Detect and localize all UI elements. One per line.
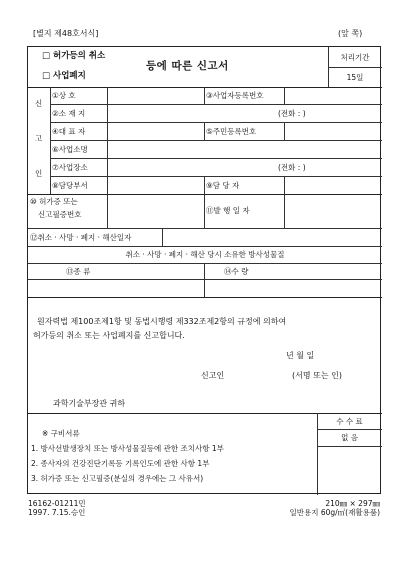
- option-permit-cancel[interactable]: □ 허가등의 취소: [42, 51, 106, 61]
- applicant-side-char-3: 인: [35, 169, 43, 178]
- attachments-heading: ※ 구비서류: [42, 429, 80, 438]
- applicant-side-char-1: 신: [35, 99, 43, 108]
- biz-location-label: ⑦사업장소: [52, 163, 88, 172]
- applicant-side-char-2: 고: [35, 134, 43, 143]
- paper-size: 210㎜ × 297㎜: [325, 499, 380, 508]
- address-phone: (전화 : ): [278, 109, 306, 118]
- issue-date-label: ⑪발 행 일 자: [206, 206, 250, 215]
- page-side: (앞 쪽): [338, 29, 363, 38]
- permit-no-label-line2: 신고필증번호: [38, 210, 82, 219]
- location-phone: (전화 : ): [278, 163, 306, 172]
- form-title: 등에 따른 신고서: [146, 60, 229, 72]
- report-date: 년 월 일: [286, 351, 315, 360]
- materials-heading: 취소 · 사망 · 폐지 · 해산 당시 소유한 방사성물질: [125, 250, 285, 259]
- option-business-closure[interactable]: □ 사업폐지: [42, 71, 86, 81]
- paper-spec: 일반용지 60g/㎡(재활용품): [289, 508, 380, 517]
- resident-no-label: ⑤주민등록번호: [206, 127, 257, 136]
- department-label: ⑧담당부서: [52, 181, 88, 190]
- processing-period-label: 처리기간: [340, 53, 370, 62]
- attachment-item-2: 2. 종사자의 건강진단기록등 기록인도에 관한 사항 1부: [31, 459, 210, 468]
- manager-label: ⑨담 당 자: [206, 181, 240, 190]
- address-label: ②소 재 지: [52, 109, 86, 118]
- quantity-column-header: ⑭수 량: [224, 267, 249, 276]
- kind-column-header: ⑬종 류: [66, 267, 91, 276]
- form-number: [별지 제48호서식]: [33, 29, 99, 38]
- representative-label: ④대 표 자: [52, 127, 86, 136]
- recipient: 과학기술부장관 귀하: [53, 399, 126, 408]
- attachment-item-3: 3. 허가증 또는 신고필증(분실의 경우에는 그 사유서): [31, 474, 204, 483]
- attachment-item-1: 1. 방사선발생장치 또는 방사성물질등에 관한 조치사항 1부: [31, 444, 224, 453]
- biz-location-name-label: ⑥사업소명: [52, 145, 88, 154]
- statement-line2: 허가등의 취소 또는 사업폐지를 신고합니다.: [33, 331, 185, 340]
- approval-date: 1997. 7.15.승인: [28, 508, 86, 517]
- fee-label: 수 수 료: [336, 417, 363, 426]
- signer-label: 신고인: [201, 371, 225, 380]
- permit-no-label-line1: ⑩ 허가증 또는: [30, 197, 78, 206]
- statement-line1: 원자력법 제100조제1항 및 동법시행령 제332조제2항의 규정에 의하여: [37, 317, 287, 326]
- report-form: [27, 46, 381, 494]
- business-reg-no-label: ③사업자등록번호: [206, 91, 264, 100]
- fee-value: 없 음: [341, 433, 358, 442]
- signature-field[interactable]: (서명 또는 인): [292, 371, 342, 380]
- cancel-date-label: ⑫취소 · 사망 · 폐지 · 해산일자: [30, 233, 132, 242]
- processing-period-value: 15일: [346, 73, 364, 82]
- form-code: 16162-01211민: [28, 499, 86, 508]
- company-name-label: ①상 호: [52, 91, 76, 100]
